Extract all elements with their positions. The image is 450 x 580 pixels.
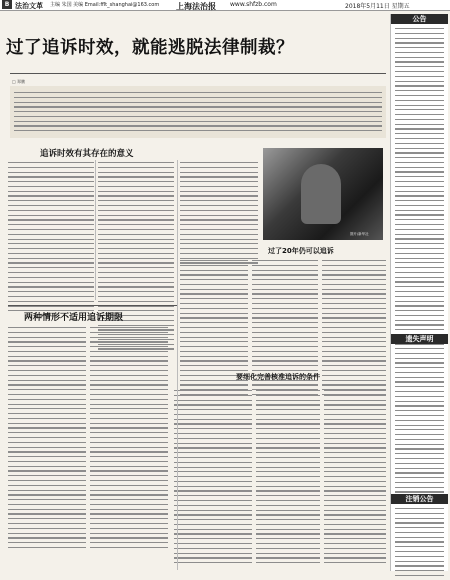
col2-text-bottom (90, 327, 168, 552)
section-name: 法治文革 (15, 2, 43, 10)
issue-date: 2018年5月11日 星期五 (345, 3, 410, 10)
col1-text-top (8, 162, 94, 315)
subheading-2: 两种情形不适用追诉期限 (24, 313, 124, 323)
deregistration-text (395, 508, 444, 580)
col5-text-mid (322, 260, 386, 399)
deregistration-header: 注销公告 (391, 494, 448, 504)
col1-text-bottom (8, 327, 86, 552)
lede-text-lines (14, 92, 382, 135)
article-photo (263, 148, 383, 240)
subheading-4: 要细化完善核准追诉的条件 (236, 373, 320, 381)
photo-person-silhouette (301, 164, 341, 224)
subheading-1: 追诉时效有其存在的意义 (40, 149, 134, 159)
headline: 过了追诉时效，就能逃脱法律制裁？ (6, 38, 294, 58)
subheading-3: 过了20年仍可以追诉 (268, 247, 334, 255)
newspaper-logo-icon: B (2, 0, 12, 9)
lede-box (10, 86, 386, 138)
col4-text-bottom (256, 390, 320, 567)
col5-text-bottom (324, 390, 386, 567)
website[interactable]: www.shfzb.com (230, 1, 277, 8)
lost-notice-text (395, 348, 444, 496)
col3-text-top (180, 162, 258, 267)
subheading-2-rule (8, 305, 178, 306)
notices-sidebar (390, 14, 448, 571)
column-separator (177, 160, 178, 570)
byline: □ 郑鹏 (12, 79, 26, 84)
photo-caption: 图片/新华社 (350, 232, 369, 236)
editor-info: 主编 朱国 美编 Email:fflt_shanghai@163.com (50, 2, 160, 8)
col3-text-bottom (174, 390, 252, 567)
lost-notice-header: 遗失声明 (391, 334, 448, 344)
headline-divider (10, 73, 386, 74)
newspaper-name: 上海法治报 (176, 1, 216, 11)
column-separator (95, 160, 96, 300)
notice-text-lines (395, 28, 444, 348)
col2-text-top (98, 162, 174, 353)
masthead-bar (0, 0, 450, 11)
notice-header: 公告 (391, 14, 448, 24)
